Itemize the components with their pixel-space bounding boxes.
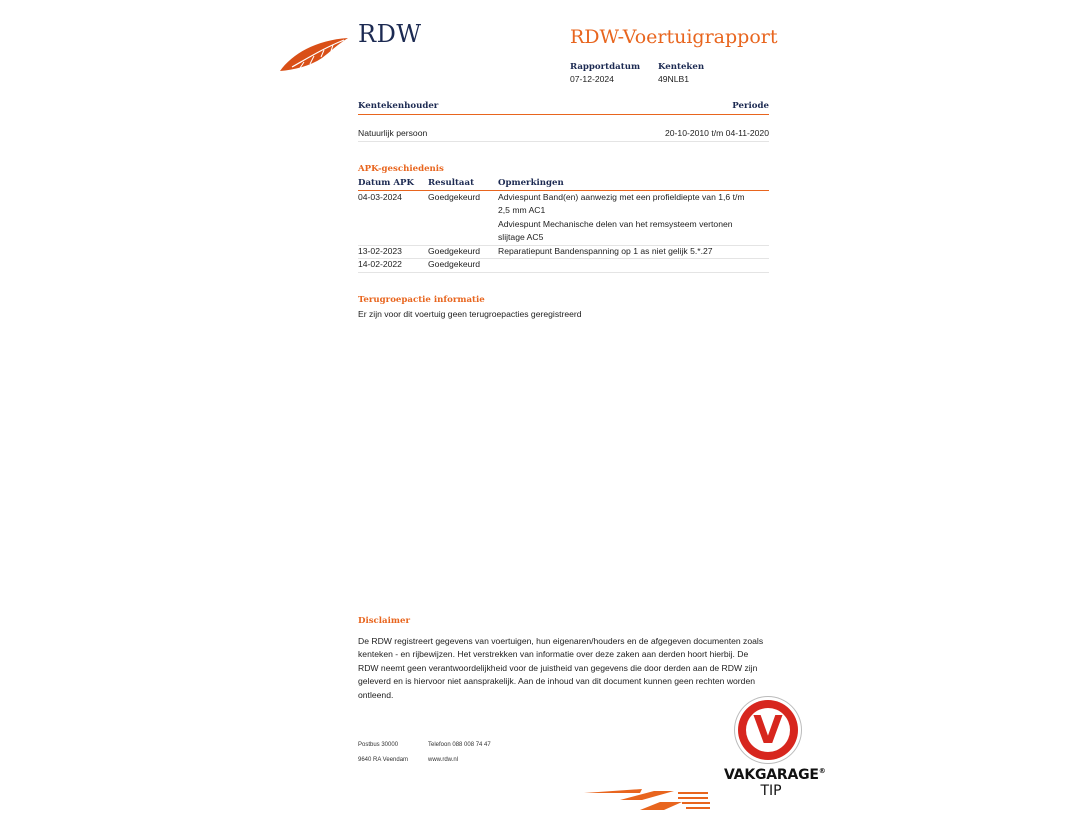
disclaimer-title: Disclaimer [358,616,410,626]
holder-label: Kentekenhouder [358,101,439,111]
badge-line1-text: VAKGARAGE [724,767,819,783]
stripes-graphic [582,788,714,810]
badge-line1 [724,767,826,783]
table-row [358,245,769,258]
apk-date: 13-02-2023 [358,246,402,256]
disclaimer-text: De RDW registreert gegevens van voertuigen, hun eigenaren/houders en de afgegeven documenten zoals kenteken - en rijbewijzen. Het verstrekken van informatie over deze zaken aan derden hoort hierbij. De RDW neemt geen verantwoordelijkheid voor de juistheid van gegevens die door derden aan de RDW zijn geleverd en is hiervoor niet aansprakelijk. Aan de inhoud van dit document kunnen geen rechten worden ontleend. [358,636,764,700]
rapportdatum-value: 07-12-2024 [570,74,614,84]
kenteken-value: 49NLB1 [658,74,690,84]
footer-web: www.rdw.nl [428,757,459,763]
recall-text: Er zijn voor dit voertuig geen terugroepacties geregistreerd [358,309,582,319]
apk-result: Goedgekeurd [428,192,481,202]
apk-row-divider [358,272,769,273]
apk-title: APK-geschiedenis [358,164,444,174]
badge-line2: TIP [760,783,782,799]
apk-col-date: Datum APK [358,178,414,188]
badge-trademark: ® [818,767,826,775]
table-row [358,191,769,245]
page-title: RDW-Voertuigrapport [570,26,778,48]
owner-divider [358,114,769,115]
apk-result: Goedgekeurd [428,259,481,269]
rdw-logo [278,34,350,74]
apk-col-result: Resultaat [428,178,475,188]
footer-postbus: Postbus 30000 [358,742,399,748]
recall-title: Terugroepactie informatie [358,295,485,305]
badge-circle [738,700,798,760]
footer-address: 9640 RA Veendam [358,757,409,763]
rdw-feather-icon [278,34,350,74]
badge-letter: V [753,708,783,752]
table-row [358,258,769,271]
apk-date: 14-02-2022 [358,259,402,269]
period-label: Periode [732,101,769,111]
kenteken-label: Kenteken [658,62,705,72]
footer-stripes [582,788,714,810]
vakgarage-badge [724,698,826,806]
brand-name: RDW [358,20,422,48]
apk-remarks: Adviespunt Band(en) aanwezig met een profieldiepte van 1,6 t/m 2,5 mm AC1 Adviespunt Mechanische delen van het remsysteem vertonen slijtage AC5 [498,192,745,243]
apk-col-remarks: Opmerkingen [498,178,564,188]
period-value: 20-10-2010 t/m 04-11-2020 [665,128,769,138]
footer-phone: Telefoon 088 008 74 47 [428,742,491,748]
owner-row-divider [358,141,769,142]
apk-date: 04-03-2024 [358,192,402,202]
apk-remarks: Reparatiepunt Bandenspanning op 1 as niet gelijk 5.*.27 [498,246,713,256]
apk-result: Goedgekeurd [428,246,481,256]
badge-inner [746,708,790,752]
rapportdatum-label: Rapportdatum [570,62,641,72]
holder-value: Natuurlijk persoon [358,128,428,138]
